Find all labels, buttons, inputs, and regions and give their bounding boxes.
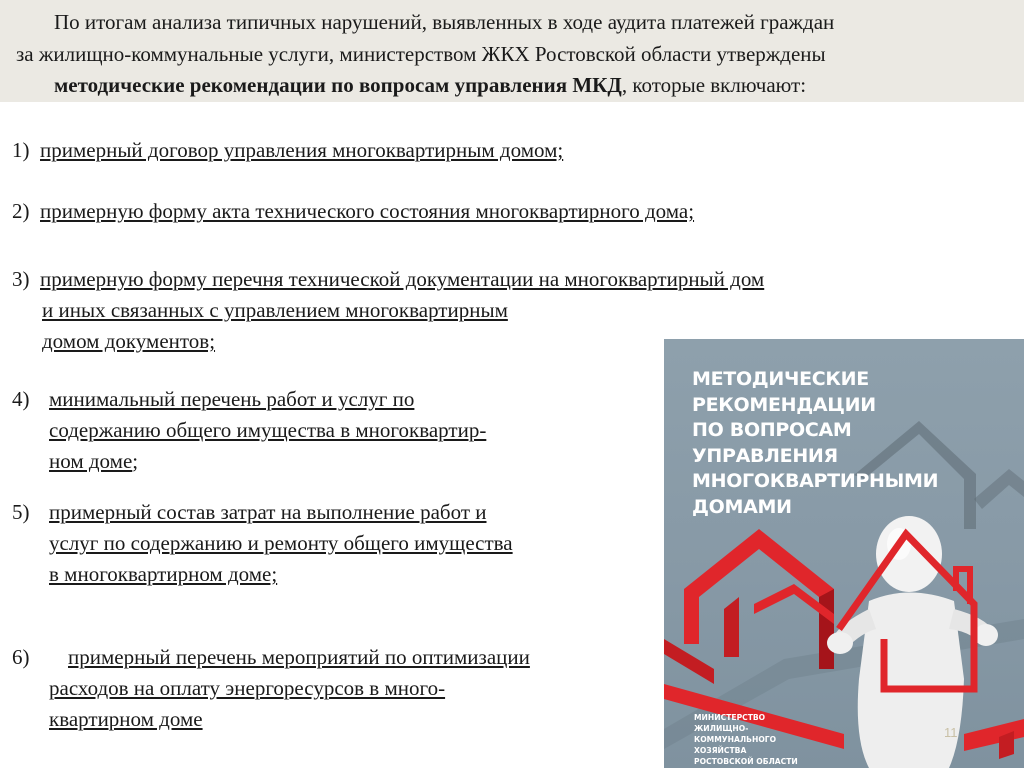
- header-line-3-rest: , которые включают:: [621, 73, 807, 97]
- book-title-line: УПРАВЛЕНИЯ: [692, 444, 838, 467]
- book-title: [692, 367, 938, 520]
- item-link-continuation[interactable]: услуг по содержанию и ремонту общего имущества: [49, 531, 513, 555]
- header-line-1: По итогам анализа типичных нарушений, выявленных в ходе аудита платежей граждан: [54, 10, 835, 34]
- header-banner: [0, 0, 1024, 102]
- item-trailing-punctuation: ;: [132, 449, 139, 473]
- item-link[interactable]: минимальный перечень работ и услуг по: [49, 387, 415, 411]
- figure-body: [858, 593, 964, 768]
- book-title-line: МЕТОДИЧЕСКИЕ: [692, 368, 869, 390]
- item-link-continuation[interactable]: в многоквартирном доме;: [49, 562, 278, 586]
- book-publisher: [694, 712, 798, 767]
- book-publisher-line: ХОЗЯЙСТВА: [694, 746, 747, 755]
- book-publisher-line: КОММУНАЛЬНОГО: [694, 735, 777, 744]
- list-item-3: [12, 267, 764, 291]
- book-publisher-line: ЖИЛИЩНО-: [694, 724, 749, 733]
- item-link[interactable]: примерную форму перечня технической документации на многоквартирный дом: [40, 267, 765, 291]
- item-link[interactable]: примерный перечень мероприятий по оптимизации: [68, 645, 530, 669]
- item-link[interactable]: примерный состав затрат на выполнение работ и: [49, 500, 487, 524]
- header-line-3: [54, 73, 806, 97]
- header-bold-title: методические рекомендации по вопросам управления МКД: [54, 73, 622, 97]
- header-line-2: за жилищно-коммунальные услуги, министерством ЖКХ Ростовской области утверждены: [16, 42, 826, 66]
- book-title-line: РЕКОМЕНДАЦИИ: [692, 393, 876, 416]
- book-publisher-line: РОСТОВСКОЙ ОБЛАСТИ: [694, 757, 798, 766]
- item-number: 2): [12, 199, 30, 223]
- item-number: 1): [12, 138, 30, 162]
- book-cover-image: [664, 339, 1024, 768]
- book-title-line: ПО ВОПРОСАМ: [692, 419, 852, 441]
- item-link-continuation-wrap: [49, 449, 138, 473]
- item-link-continuation[interactable]: и иных связанных с управлением многоквартирным: [42, 298, 508, 322]
- item-link-continuation[interactable]: квартирном доме: [49, 707, 203, 731]
- item-number: 4): [12, 387, 30, 411]
- book-title-line: МНОГОКВАРТИРНЫМИ: [692, 470, 939, 492]
- item-link[interactable]: примерный договор управления многоквартирным домом;: [40, 138, 564, 162]
- book-publisher-line: МИНИСТЕРСТВО: [694, 713, 766, 722]
- item-number: 6): [12, 645, 30, 669]
- item-link-continuation[interactable]: расходов на оплату энергоресурсов в много-: [49, 676, 446, 700]
- item-number: 5): [12, 500, 30, 524]
- book-title-line: ДОМАМИ: [692, 495, 792, 518]
- item-link-continuation[interactable]: содержанию общего имущества в многоквартир-: [49, 418, 487, 442]
- item-link-continuation[interactable]: ном доме: [49, 449, 133, 473]
- page-number: 11: [944, 725, 958, 740]
- list-item-2: [12, 199, 694, 223]
- item-link[interactable]: примерную форму акта технического состояния многоквартирного дома;: [40, 199, 695, 223]
- item-number: 3): [12, 267, 30, 291]
- item-link-continuation[interactable]: домом документов;: [42, 329, 216, 353]
- list-item-1: [12, 138, 563, 162]
- figure-head: [876, 516, 942, 592]
